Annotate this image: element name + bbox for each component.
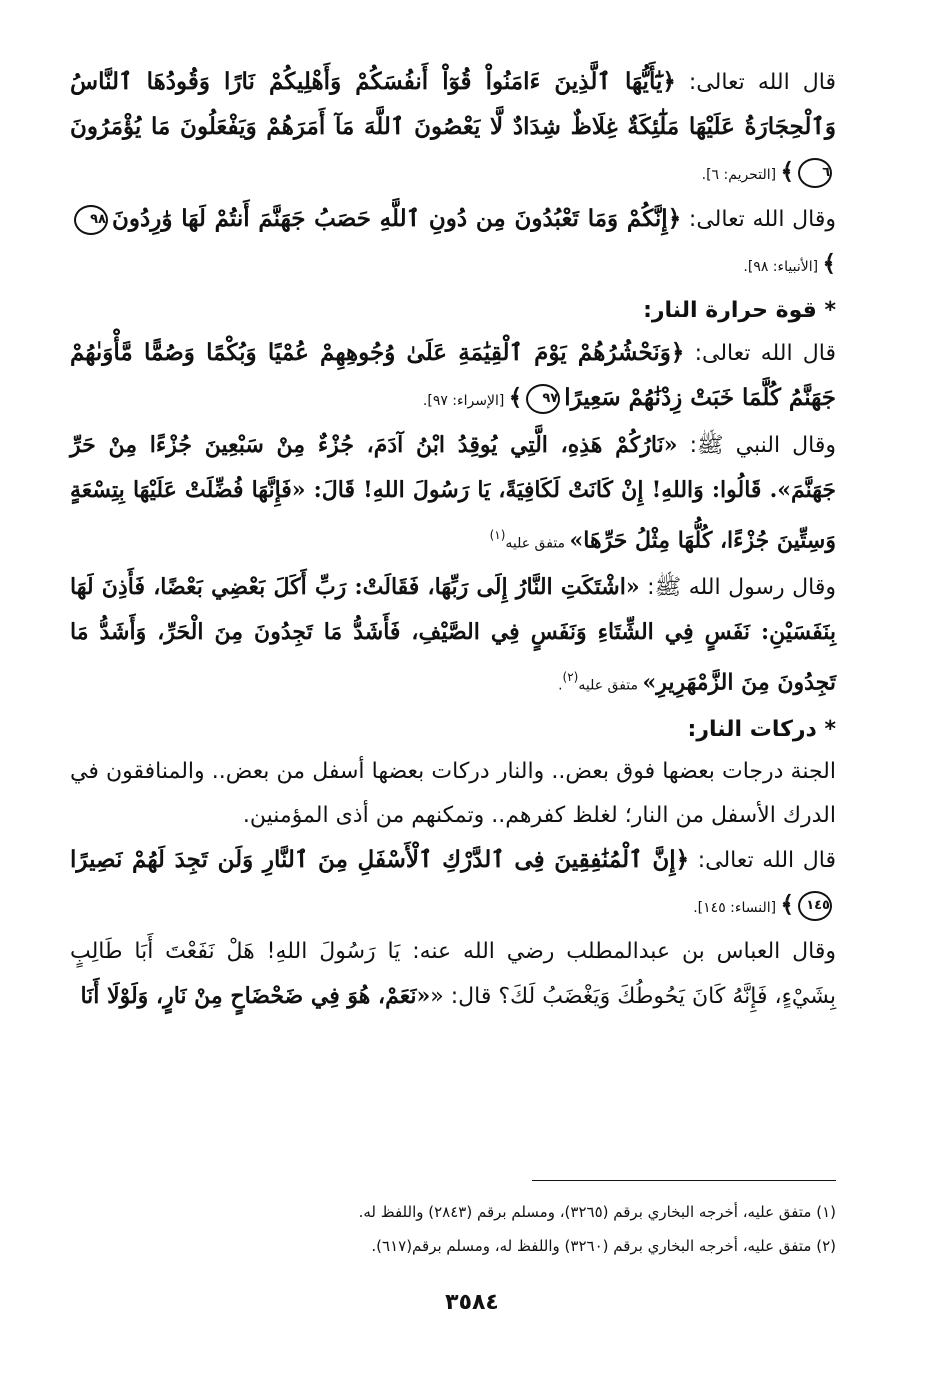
- quote-intro: قال الله تعالى:: [684, 341, 837, 366]
- verse-reference: [الإسراء: ٩٧].: [422, 393, 509, 409]
- levels-paragraph: الجنة درجات بعضها فوق بعض.. والنار دركات بعضها أسفل من بعض.. والمنافقون في الدرك الأسفل من النار؛ لغلظ كفرهم.. وتمكنهم من أذى المؤمنين.: [70, 758, 836, 828]
- verse-text: ﴿إِنَّكُمْ وَمَا تَعْبُدُونَ مِن دُونِ ٱللَّهِ حَصَبُ جَهَنَّمَ أَنتُمْ لَهَا وَٰرِدُونَ: [112, 205, 682, 232]
- footnotes: [70, 1195, 836, 1263]
- hadith-grading: متفق عليه: [505, 535, 570, 552]
- ayah-number-icon: ٩٨: [74, 205, 108, 235]
- hadith-intro: وقال العباس بن عبدالمطلب رضي الله عنه:: [400, 938, 836, 964]
- ayah-number-icon: ٩٧: [526, 384, 560, 414]
- hadith-intro: وقال النبي ﷺ:: [677, 433, 836, 458]
- hadith-intro: وقال رسول الله ﷺ:: [639, 575, 836, 601]
- section-heading-levels: * دركات النار:: [687, 716, 836, 742]
- quote-intro: قال الله تعالى:: [689, 847, 836, 873]
- page-number: ٣٥٨٤: [445, 1290, 499, 1315]
- verse-close: ﴾: [780, 158, 794, 185]
- footnote-2: (٢) متفق عليه، أخرجه البخاري برقم (٣٢٦٠) واللفظ له، ومسلم برقم(٦١٧).: [371, 1237, 836, 1255]
- section-heading-heat: * قوة حرارة النار:: [643, 298, 836, 323]
- hadith-abu-talib: [70, 930, 836, 1019]
- hadith-text: «اشْتَكَتِ النَّارُ إِلَى رَبِّهَا، فَقَالَتْ: رَبِّ أَكَلَ بَعْضِي بَعْضًا، فَأَذِنَ لَهَا بِنَفَسَيْنِ: نَفَسٍ فِي الشِّتَاءِ وَنَفَسٍ فِي الصَّيْفِ، فَأَشَدُّ مَا تَجِدُونَ مِنَ الْحَرِّ، وَأَشَدُّ مَا تَجِدُونَ مِنَ الزَّمْهَرِيرِ»: [70, 574, 836, 696]
- hadith-text: «نَعَمْ، هُوَ فِي ضَحْضَاحٍ مِنْ نَارٍ، وَلَوْلَا أَنَا: [80, 982, 431, 1009]
- quran-quote-anbiya: [70, 197, 836, 289]
- footnote-marker: (١): [489, 528, 506, 542]
- quran-quote-tahrim: [70, 60, 836, 197]
- verse-close: ﴾: [780, 890, 794, 918]
- verse-text: ﴿وَنَحْشُرُهُمْ يَوْمَ ٱلْقِيَٰمَةِ عَلَىٰ وُجُوهِهِمْ عُمْيًا وَبُكْمًا وَصُمًّا مَّأْوَىٰهُمْ جَهَنَّمُ كُلَّمَا خَبَتْ زِدْنَٰهُمْ سَعِيرًا: [70, 339, 836, 411]
- verse-reference: [التحريم: ٦].: [701, 167, 781, 183]
- verse-reference: [النساء: ١٤٥].: [693, 899, 781, 916]
- verse-text: ﴿يَٰٓأَيُّهَا ٱلَّذِينَ ءَامَنُواْ قُوٓاْ أَنفُسَكُمْ وَأَهْلِيكُمْ نَارًا وَقُودُهَا ٱلنَّاسُ وَٱلْحِجَارَةُ عَلَيْهَا مَلَٰٓئِكَةٌ غِلَاظٌ شِدَادٌ لَّا يَعْصُونَ ٱللَّهَ مَآ أَمَرَهُمْ وَيَفْعَلُونَ مَا يُؤْمَرُونَ: [70, 68, 836, 140]
- footnote-divider: [532, 1180, 836, 1181]
- footnote-marker: (٢): [562, 670, 579, 685]
- verse-reference: [الأنبياء: ٩٨].: [743, 259, 823, 275]
- hadith-text: «نَارُكُمْ هَذِهِ، الَّتِي يُوقِدُ ابْنُ آدَمَ، جُزْءٌ مِنْ سَبْعِينَ جُزْءًا مِنْ حَرِّ جَهَنَّمَ». قَالُوا: وَاللهِ! إِنْ كَانَتْ لَكَافِيَةً، يَا رَسُولَ اللهِ! قَالَ: «فَإِنَّهَا فُضِّلَتْ عَلَيْهَا بِتِسْعَةٍ وَسِتِّينَ جُزْءًا، كُلُّهَا مِثْلُ حَرِّهَا»: [70, 432, 837, 554]
- ayah-number-icon: ٦: [798, 158, 832, 188]
- verse-close: ﴾: [822, 250, 836, 277]
- footnote-1: (١) متفق عليه، أخرجه البخاري برقم (٣٢٦٥)، ومسلم برقم (٢٨٤٣) واللفظ له.: [358, 1203, 836, 1221]
- hadith-end: .: [558, 677, 563, 694]
- quran-quote-isra: [70, 331, 836, 423]
- verse-text: ﴿إِنَّ ٱلْمُنَٰفِقِينَ فِى ٱلدَّرْكِ ٱلْأَسْفَلِ مِنَ ٱلنَّارِ وَلَن تَجِدَ لَهُمْ نَصِيرًا: [70, 845, 690, 873]
- quote-intro: وقال الله تعالى:: [681, 207, 837, 232]
- hadith-fire-complaint: [70, 565, 836, 707]
- ayah-number-icon: ١٤٥: [798, 891, 832, 921]
- page-body: [70, 60, 836, 1019]
- hadith-grading: متفق عليه: [578, 677, 643, 694]
- verse-close: ﴾: [508, 384, 523, 411]
- quran-quote-nisa: [70, 838, 836, 930]
- hadith-question: يَا رَسُولَ اللهِ! هَلْ نَفَعْتَ أَبَا طَالِبٍ بِشَيْءٍ، فَإِنَّهُ كَانَ يَحُوطُكَ وَيَغْضَبُ لَكَ؟ قال: «: [70, 938, 836, 1009]
- quote-intro: قال الله تعالى:: [675, 70, 836, 95]
- hadith-fire-seventy-parts: [70, 423, 836, 565]
